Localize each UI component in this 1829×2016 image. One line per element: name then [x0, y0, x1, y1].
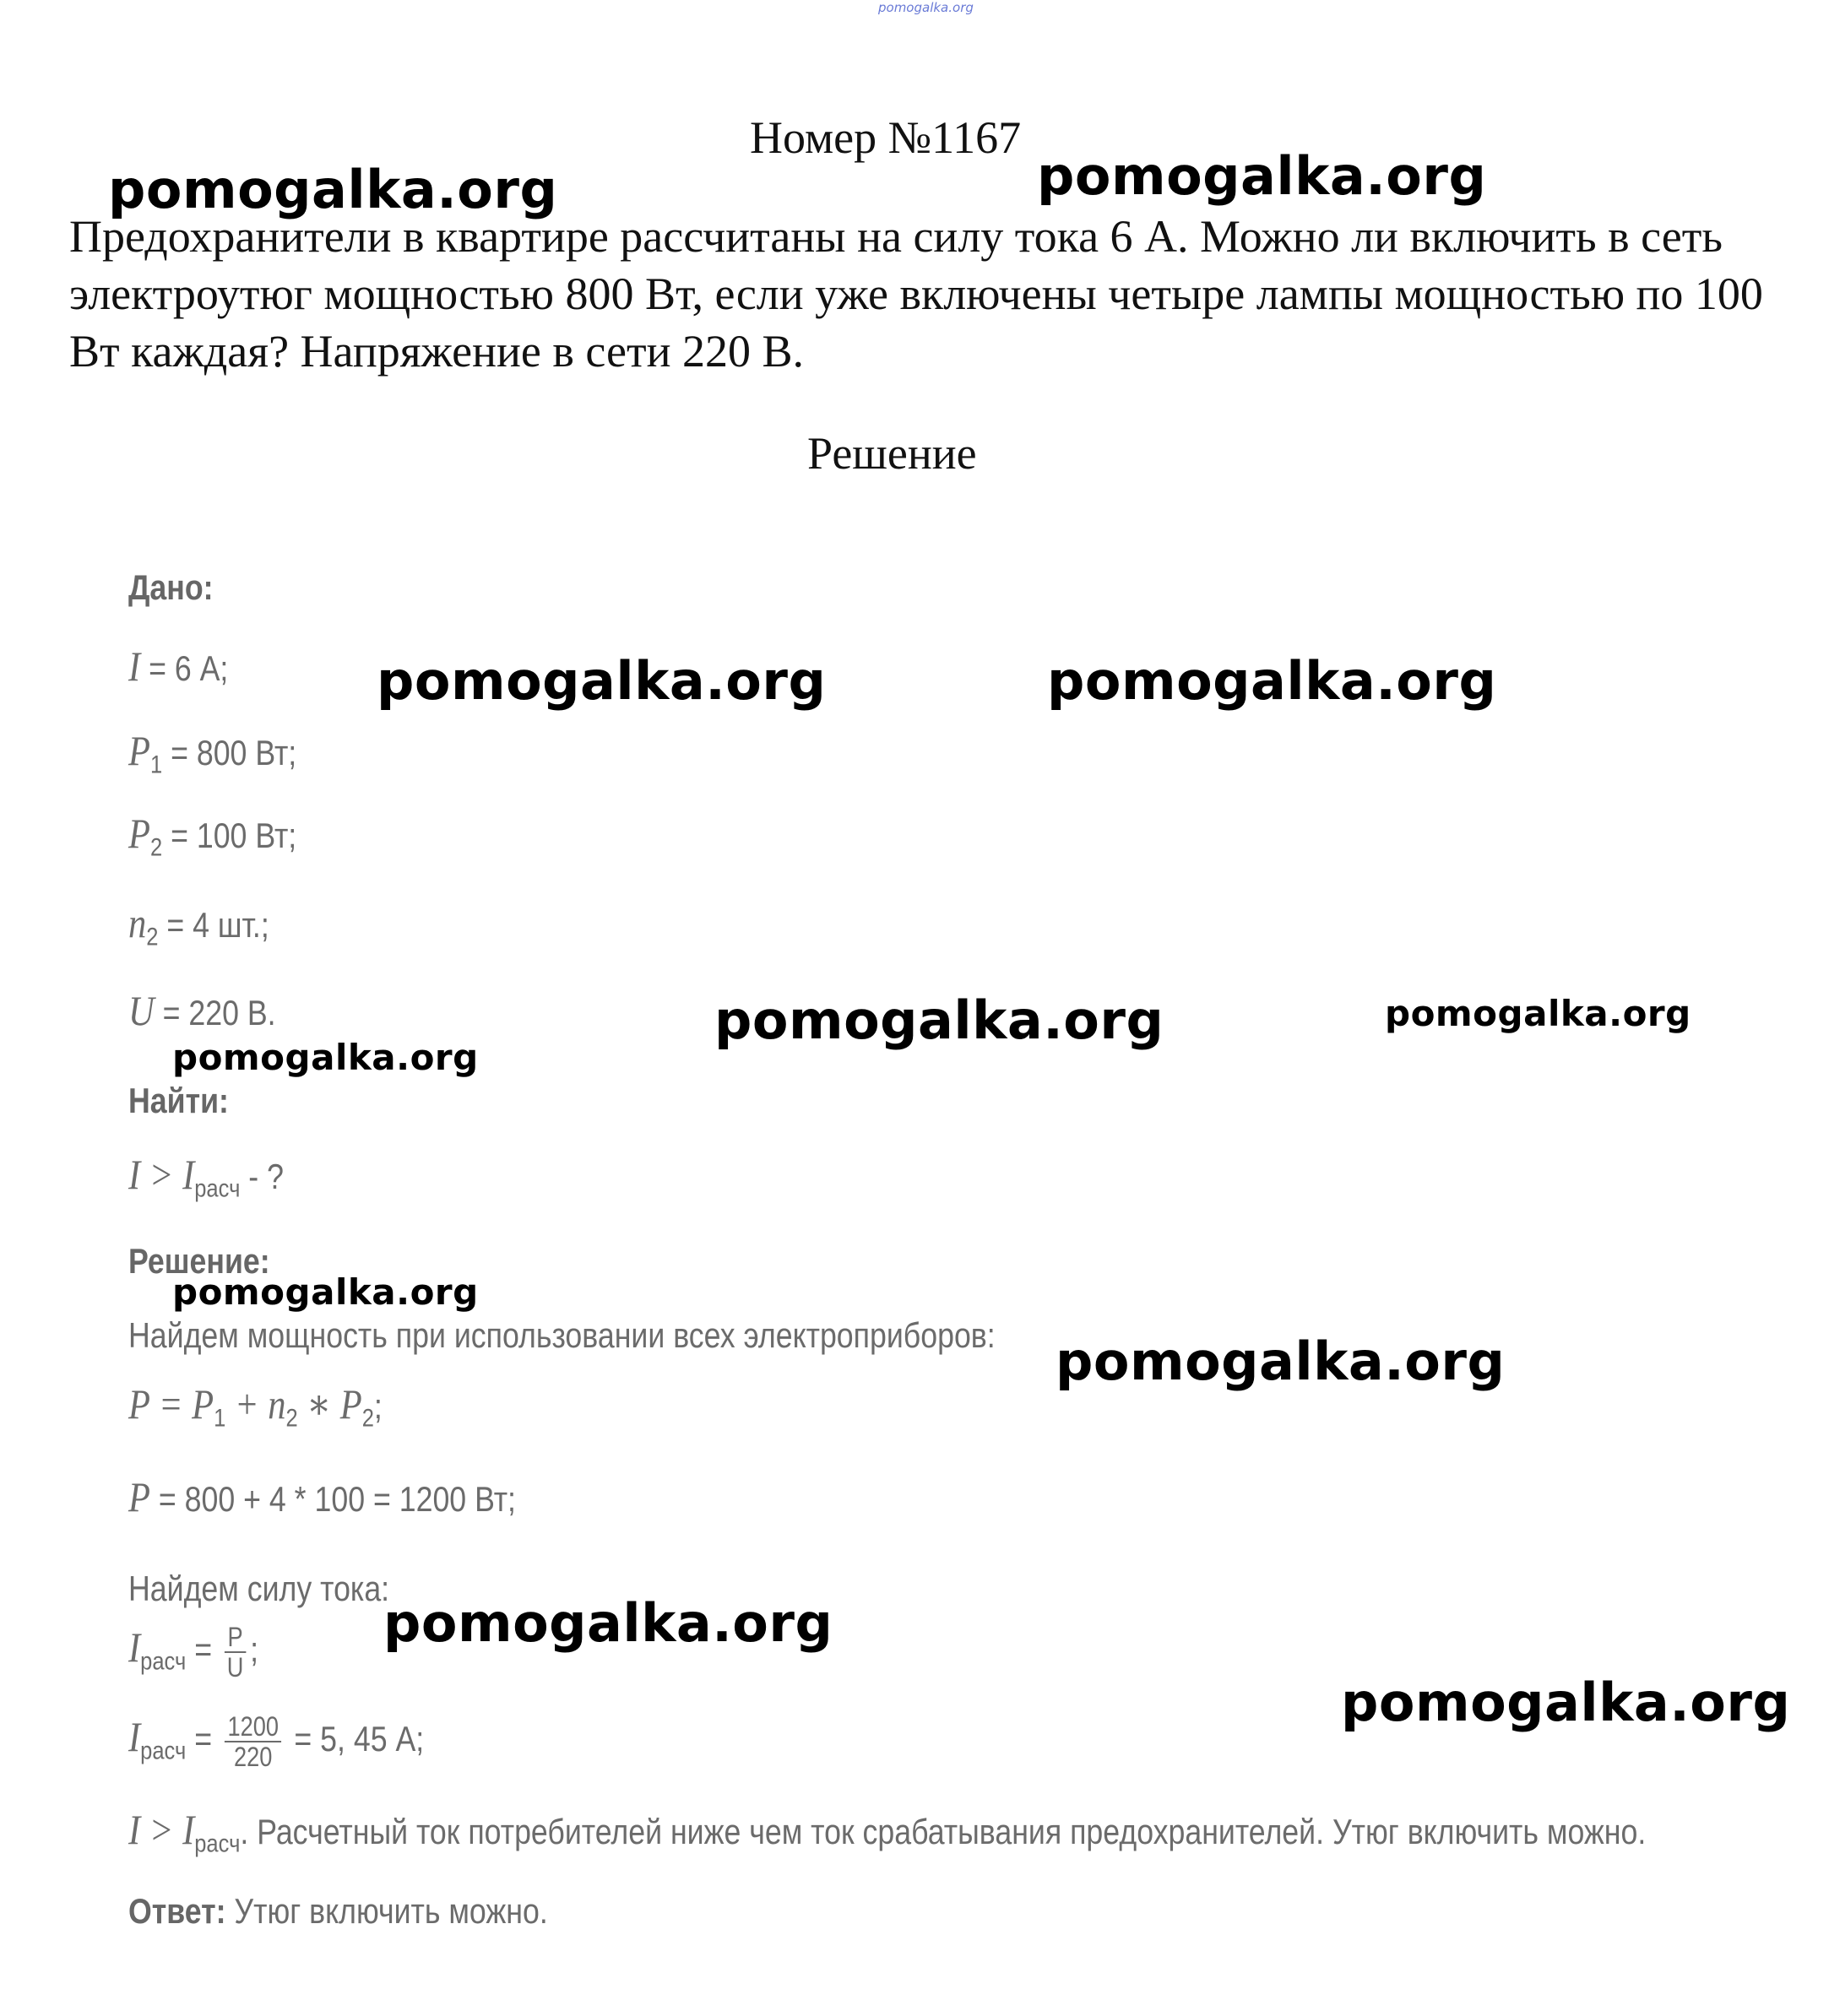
conclusion: $I > I_{расч}$. Расчетный ток потребителей ниже чем ток срабатывания предохранителей. Утюг включить можно. [128, 1806, 1647, 1858]
answer: Ответ: Утюг включить можно. [128, 1891, 548, 1931]
task-text: Предохранители в квартире рассчитаны на силу тока 6 А. Можно ли включить в сеть электроутюг мощностью 800 Вт, если уже включены четыре лампы мощностью по 100 Вт каждая? Напряжение в сети 220 В. [69, 211, 1763, 377]
find-row: $I > I_{расч}$ - ? [128, 1151, 284, 1203]
given-row: I = 6 А; [128, 642, 229, 690]
find-label: Найти: [128, 1081, 229, 1120]
given-row: $n_2 = 4$ шт.; [128, 899, 269, 951]
calc-power: P = 800 + 4 * 100 = 1200 Вт; [128, 1473, 516, 1520]
watermark: pomogalka.org [383, 1592, 833, 1654]
step1-text: Найдем мощность при использовании всех электроприборов: [128, 1315, 996, 1355]
solution-heading: Решение [807, 428, 977, 479]
watermark: pomogalka.org [1341, 1672, 1791, 1733]
watermark: pomogalka.org [377, 650, 827, 712]
top-watermark: pomogalka.org [878, 0, 974, 15]
watermark: pomogalka.org [714, 989, 1164, 1051]
step2-text: Найдем силу тока: [128, 1569, 390, 1608]
calc-current: $I_{расч}$ = $\frac{1200}{220}$ = 5, 45 А; [128, 1711, 425, 1772]
given-row: $P_2 = 100$ Вт; [128, 810, 297, 862]
solution-label: Решение: [128, 1241, 270, 1281]
given-label: Дано: [128, 567, 214, 607]
watermark: pomogalka.org [108, 159, 558, 220]
watermark: pomogalka.org [1056, 1330, 1506, 1392]
given-row: U = 220 В. [128, 987, 276, 1034]
watermark: pomogalka.org [1047, 650, 1497, 712]
watermark: pomogalka.org [172, 1037, 479, 1078]
watermark: pomogalka.org [1037, 145, 1487, 207]
watermark: pomogalka.org [172, 1271, 479, 1313]
watermark: pomogalka.org [1385, 993, 1691, 1034]
formula-current: $I_{расч}$ = $\frac{P}{U}$ ; [128, 1622, 259, 1683]
page-title: Номер №1167 [750, 112, 1022, 163]
given-row: $P_1 = 800$ Вт; [128, 727, 297, 779]
formula-power: $P = P_1 + n_2$ ∗ $P_2$; [128, 1380, 383, 1433]
